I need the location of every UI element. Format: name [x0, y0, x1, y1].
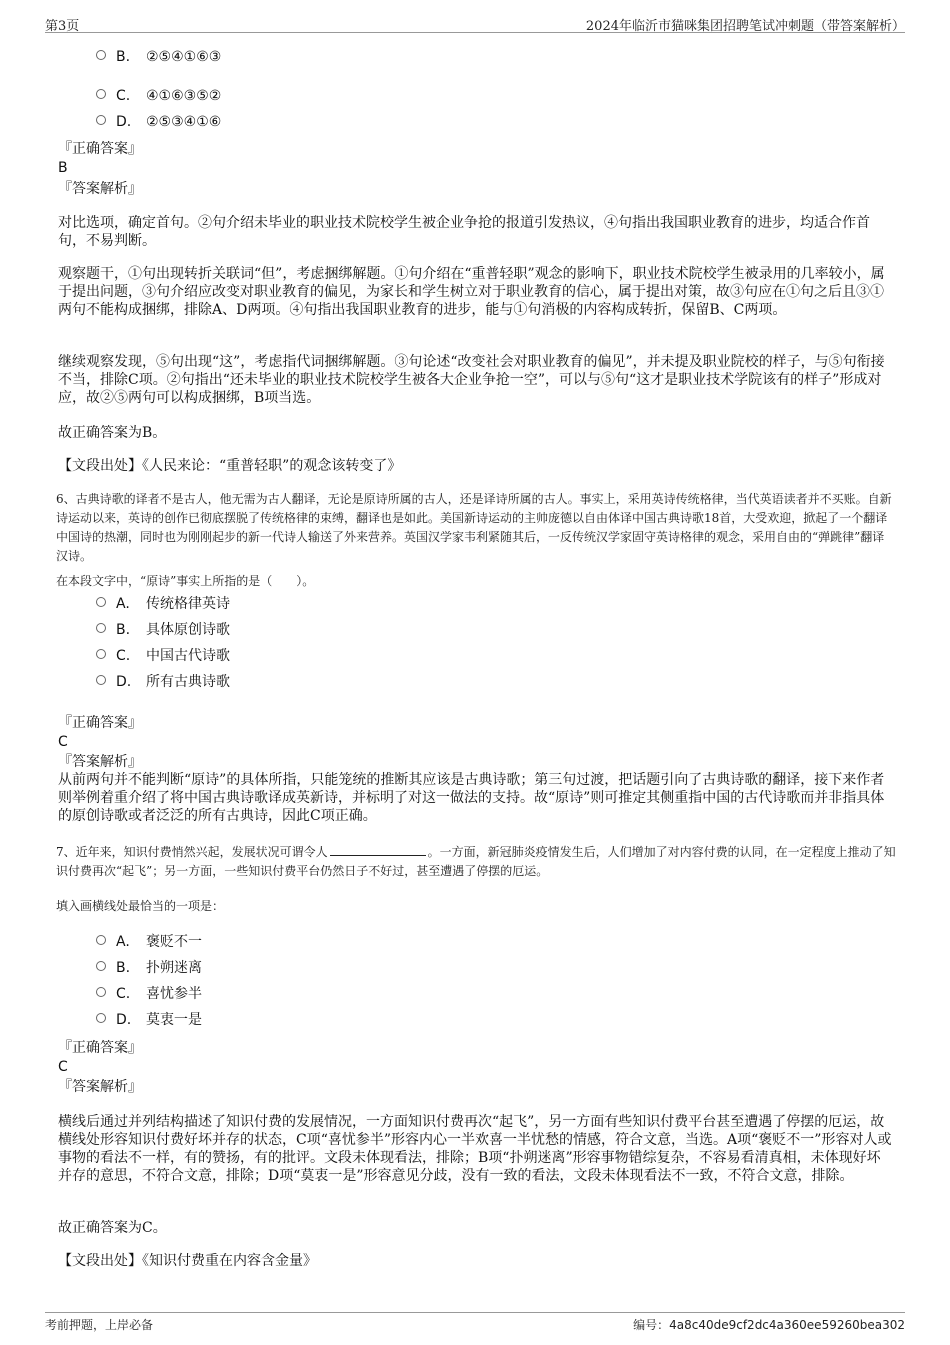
q7-option-a[interactable]: A. 褒贬不一	[96, 932, 202, 952]
q6-answer-label: 『正确答案』	[58, 715, 142, 731]
radio-icon[interactable]	[96, 675, 106, 685]
radio-icon[interactable]	[96, 935, 106, 945]
footer-code-label: 编号：	[633, 1318, 670, 1332]
q7-answer: C	[58, 1059, 68, 1075]
q7-source: 【文段出处】《知识付费重在内容含金量》	[58, 1253, 317, 1269]
footer-code-value: 4a8c40de9cf2dc4a360ee59260bea302	[669, 1318, 905, 1332]
fill-blank	[330, 843, 426, 856]
footer-slogan: 考前押题，上岸必备	[45, 1318, 154, 1332]
q6-option-d[interactable]: D. 所有古典诗歌	[96, 672, 230, 692]
q7-option-b[interactable]: B. 扑朔迷离	[96, 958, 202, 978]
q5-conclusion: 故正确答案为B。	[58, 425, 167, 441]
radio-icon[interactable]	[96, 115, 106, 125]
radio-icon[interactable]	[96, 1013, 106, 1023]
q7-option-c[interactable]: C. 喜忧参半	[96, 984, 202, 1004]
q7-conclusion: 故正确答案为C。	[58, 1220, 167, 1236]
q5-analysis-label: 『答案解析』	[58, 181, 142, 197]
q5-answer: B	[58, 160, 68, 176]
radio-icon[interactable]	[96, 987, 106, 997]
page-header	[45, 12, 905, 33]
radio-icon[interactable]	[96, 89, 106, 99]
q6-analysis-label: 『答案解析』	[58, 754, 142, 770]
q7-option-d[interactable]: D. 莫衷一是	[96, 1010, 202, 1030]
footer-code	[633, 1316, 905, 1333]
q6-answer: C	[58, 734, 68, 750]
radio-icon[interactable]	[96, 597, 106, 607]
q7-question-text: 7、近年来，知识付费悄然兴起，发展状况可谓令人 。一方面，新冠肺炎疫情发生后，人们增加了对内容付费的认同，在一定程度上推动了知识付费再次“起飞”；另一方面，一些知识付费平台仍然日子不好过，甚至遭遇了停摆的厄运。	[56, 845, 896, 878]
radio-icon[interactable]	[96, 50, 106, 60]
q5-analysis-p3: 继续观察发现，⑤句出现“这”，考虑指代词捆绑解题。③句论述“改变社会对职业教育的偏见”，并未提及职业院校的样子，与⑤句衔接不当，排除C项。②句指出“还未毕业的职业技术院校学生被各大企业争抢一空”，可以与⑤句“这才是职业技术学院该有的样子”形成对应，故②⑤两句可以构成捆绑，B项当选。	[58, 354, 885, 406]
q7-analysis-label: 『答案解析』	[58, 1079, 142, 1095]
q5-analysis-p1: 对比选项，确定首句。②句介绍未毕业的职业技术院校学生被企业争抢的报道引发热议，④句指出我国职业教育的进步，均适合作首句，不易判断。	[58, 215, 870, 249]
q7-answer-label: 『正确答案』	[58, 1040, 142, 1056]
page-number: 第3页	[45, 19, 80, 34]
q6-analysis: 从前两句并不能判断“原诗”的具体所指，只能笼统的推断其应该是古典诗歌；第三句过渡，把话题引向了古典诗歌的翻译，接下来作者则举例着重介绍了将中国古典诗歌译成英新诗，并标明了对这一做法的支持。故“原诗”则可推定其侧重指中国的古代诗歌而并非指具体的原创诗歌或者泛泛的所有古典诗，因此C项正确。	[58, 772, 885, 824]
q7-analysis: 横线后通过并列结构描述了知识付费的发展情况，一方面知识付费再次“起飞”，另一方面有些知识付费平台甚至遭遇了停摆的厄运，故横线处形容知识付费好坏并存的状态，C项“喜忧参半”形容内心一半欢喜一半忧愁的情感，符合文意，当选。A项“褒贬不一”形容对人或事物的看法不一样，有的赞扬，有的批评。文段未体现看法，排除；B项“扑朔迷离”形容事物错综复杂，不容易看清真相，未体现好坏并存的意思，不符合文意，排除；D项“莫衷一是”形容意见分歧，没有一致的看法，文段未体现看法不一致，不符合文意，排除。	[58, 1114, 892, 1184]
q6-option-b[interactable]: B. 具体原创诗歌	[96, 620, 230, 640]
q7-prompt: 填入画横线处最恰当的一项是：	[56, 899, 225, 913]
q5-option-b[interactable]: B. ②⑤④①⑥③	[96, 47, 221, 67]
q5-option-c[interactable]: C. ④①⑥③⑤②	[96, 86, 221, 106]
q6-option-a[interactable]: A. 传统格律英诗	[96, 594, 230, 614]
radio-icon[interactable]	[96, 961, 106, 971]
q5-analysis-p2: 观察题干，①句出现转折关联词“但”，考虑捆绑解题。①句介绍在“重普轻职”观念的影响下，职业技术院校学生被录用的几率较小，属于提出问题，③句介绍应改变对职业教育的偏见，为家长和学生树立对于职业教育的信心，属于提出对策，故③句应在①句之后且③①两句不能构成捆绑，排除A、D两项。④句指出我国职业教育的进步，能与①句消极的内容构成转折，保留B、C两项。	[58, 266, 885, 318]
q6-option-c[interactable]: C. 中国古代诗歌	[96, 646, 230, 666]
q6-prompt: 在本段文字中，“原诗”事实上所指的是（ ）。	[56, 574, 315, 588]
q5-answer-label: 『正确答案』	[58, 141, 142, 157]
page-footer	[45, 1312, 905, 1335]
q6-question-text: 6、古典诗歌的译者不是古人，他无需为古人翻译，无论是原诗所属的古人，还是译诗所属的古人。事实上，采用英诗传统格律，当代英语读者并不买账。自新诗运动以来，英诗的创作已彻底摆脱了传统格律的束缚，翻译也是如此。美国新诗运动的主帅庞德以自由体译中国古典诗歌18首，大受欢迎，掀起了一个翻译中国诗的热潮，同时也为刚刚起步的新一代诗人输送了外来营养。英国汉学家韦利紧随其后，一反传统汉学家固守英诗格律的观念，采用自由的“弹跳律”翻译汉诗。	[56, 492, 892, 563]
radio-icon[interactable]	[96, 649, 106, 659]
q5-source: 【文段出处】《人民来论：“重普轻职”的观念该转变了》	[58, 458, 402, 474]
q5-option-d[interactable]: D. ②⑤③④①⑥	[96, 112, 221, 132]
document-title: 2024年临沂市猫咪集团招聘笔试冲刺题（带答案解析）	[585, 19, 905, 34]
radio-icon[interactable]	[96, 623, 106, 633]
